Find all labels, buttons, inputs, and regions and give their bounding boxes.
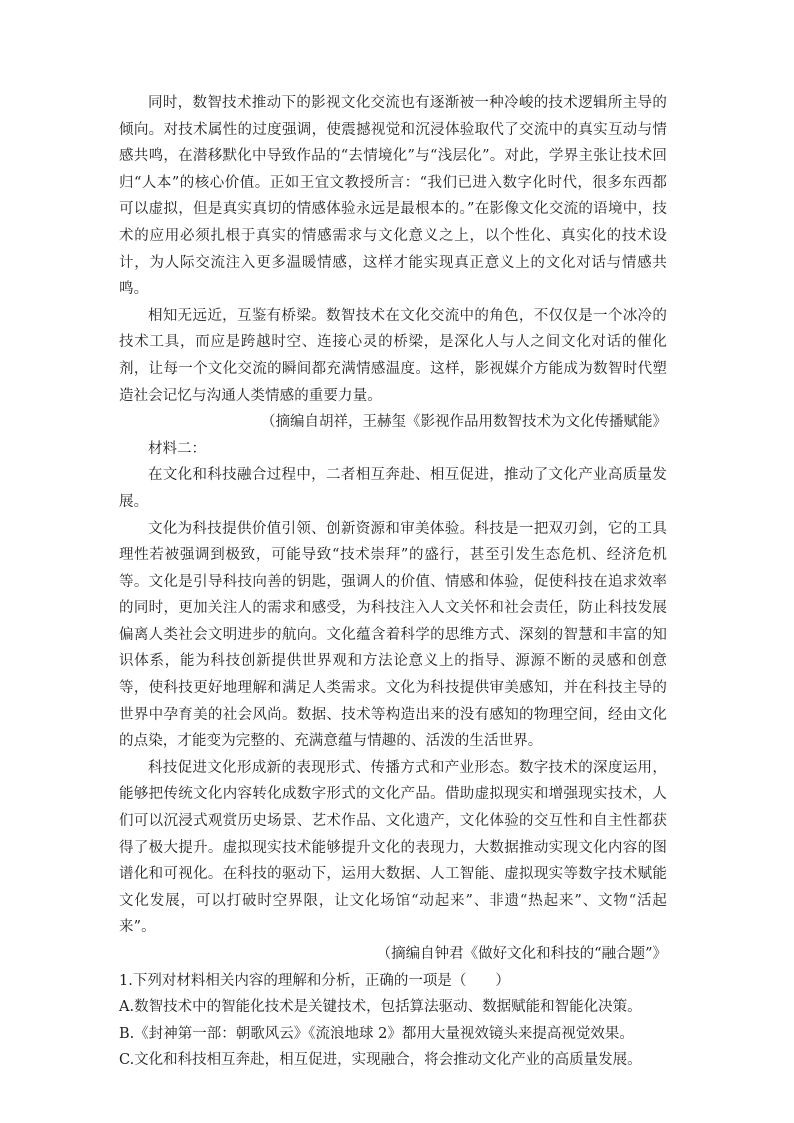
material-two-paragraph: 文化为科技提供价值引领、创新资源和审美体验。科技是一把双刃剑，它的工具理性若被强调到极致，可能导致“技术崇拜”的盛行，甚至引发生态危机、经济危机等。文化是引导科技向善的钥匙，强调人的价值、情感和体验，促使科技在追求效率的同时，更加关注人的需求和感受，为科技注入人文关怀和社会责任，防止科技发展偏离人类社会文明进步的航向。文化蕴含着科学的思维方式、深刻的智慧和丰富的知识体系，能为科技创新提供世界观和方法论意义上的指导、源源不断的灵感和创意等，使科技更好地理解和满足人类需求。文化为科技提供审美感知，并在科技主导的世界中孕育美的社会风尚。数据、技术等构造出来的没有感知的物理空间，经由文化的点染，才能变为完整的、充满意蕴与情趣的、活泼的生活世界。 (119, 520, 667, 750)
source-citation-one: （摘编自胡祥，王赫玺《影视作品用数智技术为文化传播赋能》 (261, 414, 667, 431)
material-two-paragraph: 在文化和科技融合过程中，二者相互奔赴、相互促进，推动了文化产业高质量发展。 (119, 467, 667, 510)
question-block (119, 968, 667, 1074)
material-two-heading: 材料二： (148, 440, 206, 457)
material-one-paragraph: 同时，数智技术推动下的影视文化交流也有逐渐被一种冷峻的技术逻辑所主导的倾向。对技术属性的过度强调，使震撼视觉和沉浸体验取代了交流中的真实互动与情感共鸣，在潜移默化中导致作品的“去情境化”与“浅层化”。对此，学界主张让技术回归“人本”的核心价值。正如王宜文教授所言：“我们已进入数字化时代，很多东西都可以虚拟，但是真实真切的情感体验永远是最根本的。”在影像文化交流的语境中，技术的应用必须扎根于真实的情感需求与文化意义之上，以个性化、真实化的技术设计，为人际交流注入更多温暖情感，这样才能实现真正意义上的文化对话与情感共鸣。 (119, 95, 667, 298)
question-stem: 1.下列对材料相关内容的理解和分析，正确的一项是（ ） (119, 972, 510, 989)
material-two-paragraph: 科技促进文化形成新的表现形式、传播方式和产业形态。数字技术的深度运用，能够把传统文化内容转化成数字形式的文化产品。借助虚拟现实和增强现实技术，人们可以沉浸式观赏历史场景、艺术作品、文化遗产，文化体验的交互性和自主性都获得了极大提升。虚拟现实技术能够提升文化的表现力，大数据推动实现文化内容的图谱化和可视化。在科技的驱动下，运用大数据、人工智能、虚拟现实等数字技术赋能文化发展，可以打破时空界限，让文化场馆“动起来”、非遗“热起来”、文物“活起来”。 (119, 759, 667, 936)
option-b: B.《封神第一部：朝歌风云》《流浪地球 2》都用大量视效镜头来提高视觉效果。 (119, 1025, 634, 1042)
option-c: C.文化和科技相互奔赴，相互促进，实现融合，将会推动文化产业的高质量发展。 (119, 1052, 642, 1069)
option-a: A.数智技术中的智能化技术是关键技术，包括算法驱动、数据赋能和智能化决策。 (119, 999, 642, 1016)
material-one-paragraph: 相知无远近，互鉴有桥梁。数智技术在文化交流中的角色，不仅仅是一个冰冷的技术工具，而应是跨越时空、连接心灵的桥梁，是深化人与人之间文化对话的催化剂，让每一个文化交流的瞬间都充满情感温度。这样，影视媒介方能成为数智时代塑造社会记忆与沟通人类情感的重要力量。 (119, 307, 667, 404)
article-body (119, 90, 667, 1074)
source-citation-two: （摘编自钟君《做好文化和科技的“融合题”》 (376, 946, 667, 962)
